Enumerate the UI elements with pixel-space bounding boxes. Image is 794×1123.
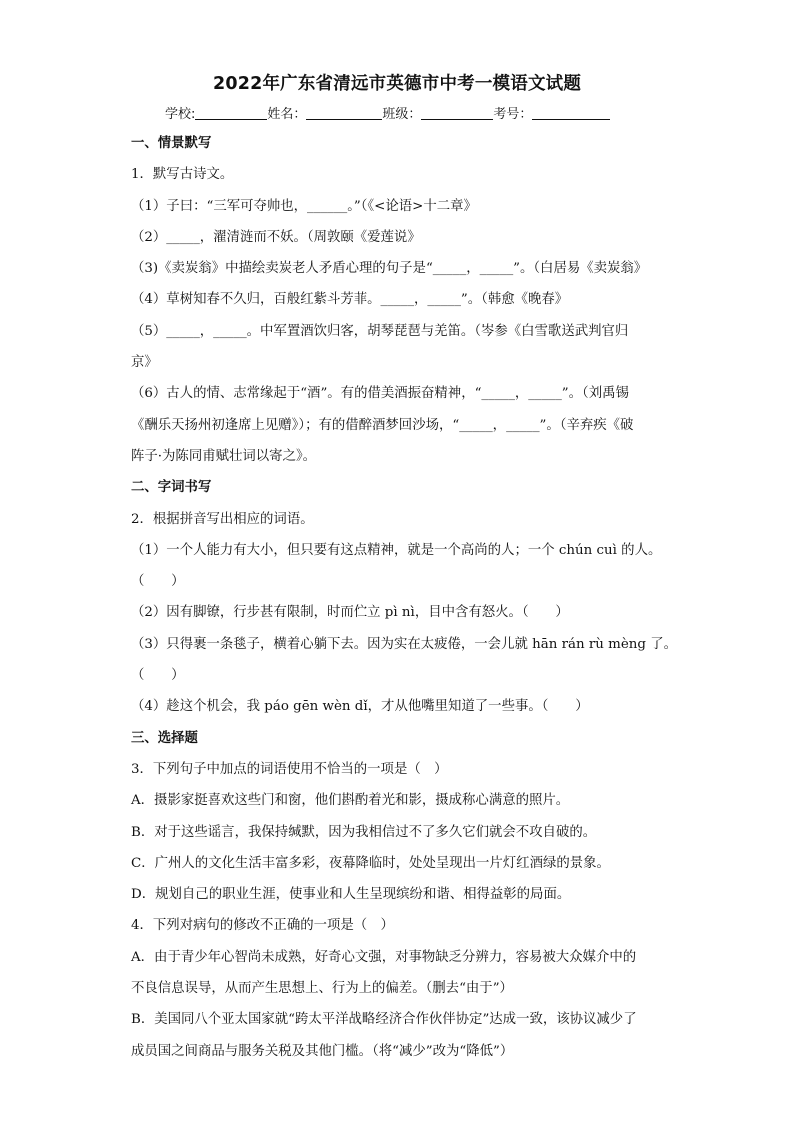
question-2-2: （2）因有脚镣，行步甚有限制，时而伫立 pì nì，目中含有怒火。（ ） bbox=[131, 605, 569, 621]
option-a-cont: 不良信息误导，从而产生思想上、行为上的偏差。（删去“由于”） bbox=[131, 981, 513, 997]
question-1-4: （4）草树知春不久归，百般红紫斗芳菲。_____，_____”。（韩愈《晚春》 bbox=[131, 292, 569, 308]
school-label: 学校: bbox=[165, 107, 196, 122]
name-label: 姓名： bbox=[267, 107, 307, 122]
exam-no-label: 考号： bbox=[493, 107, 533, 122]
answer-bracket: （ ） bbox=[131, 574, 185, 590]
option-b: B．对于这些谣言，我保持缄默，因为我相信过不了多久它们就会不攻自破的。 bbox=[131, 824, 597, 840]
school-blank bbox=[195, 106, 267, 120]
option-b: B．美国同八个亚太国家就“跨太平洋战略经济合作伙伴协定”达成一致，该协议减少了 bbox=[131, 1012, 637, 1028]
question-1: 1．默写古诗文。 bbox=[131, 167, 234, 183]
question-2-4: （4）趁这个机会，我 páo gēn wèn dǐ，才从他嘴里知道了一些事。（ ） bbox=[131, 699, 589, 715]
question-1-5-cont: 京》 bbox=[131, 355, 158, 371]
question-1-3: （3)《卖炭翁》中描绘卖炭老人矛盾心理的句子是“_____，_____”。（白居易《卖炭翁》 bbox=[131, 261, 648, 277]
question-1-5: （5）_____，_____。中军置酒饮归客，胡琴琵琶与羌笛。（岑参《白雪歌送武判官归 bbox=[131, 323, 629, 339]
section-heading: 二、字词书写 bbox=[131, 480, 212, 496]
answer-bracket: （ ） bbox=[131, 668, 185, 684]
student-info-row bbox=[165, 103, 610, 122]
question-2-3: （3）只得裹一条毯子，横着心躺下去。因为实在太疲倦，一会儿就 hān rán rù mèng 了。 bbox=[131, 636, 677, 652]
question-1-2: （2）_____，濯清涟而不妖。（周敦颐《爱莲说》 bbox=[131, 229, 421, 245]
exam-body bbox=[131, 128, 677, 1067]
option-c: C．广州人的文化生活丰富多彩，夜幕降临时，处处呈现出一片灯红酒绿的景象。 bbox=[131, 855, 610, 871]
question-2-1: （1）一个人能力有大小，但只要有这点精神，就是一个高尚的人；一个 chún cuì 的人。 bbox=[131, 542, 662, 558]
class-label: 班级： bbox=[382, 107, 422, 122]
option-b-cont: 成员国之间商品与服务关税及其他门槛。（将“减少”改为“降低”） bbox=[131, 1043, 514, 1059]
class-blank bbox=[421, 106, 493, 120]
question-4: 4．下列对病句的修改不正确的一项是（ ） bbox=[131, 918, 394, 934]
question-1-1: （1）子曰：“三军可夺帅也，______。”（《<论语>十二章》 bbox=[131, 198, 477, 214]
question-1-6-cont: 阵子·为陈同甫赋壮词以寄之》。 bbox=[131, 448, 317, 464]
option-a: A．由于青少年心智尚未成熟，好奇心文强，对事物缺乏分辨力，容易被大众媒介中的 bbox=[131, 949, 637, 965]
option-d: D．规划自己的职业生涯，使事业和人生呈现缤纷和谐、相得益彰的局面。 bbox=[131, 887, 571, 903]
question-3: 3．下列句子中加点的词语使用不恰当的一项是（ ） bbox=[131, 761, 448, 777]
exam-no-blank bbox=[532, 106, 610, 120]
question-2: 2．根据拼音写出相应的词语。 bbox=[131, 511, 314, 527]
name-blank bbox=[306, 106, 382, 120]
section-heading: 一、情景默写 bbox=[131, 136, 212, 151]
question-1-6: （6）古人的情、志常缘起于“酒”。有的借美酒振奋精神，“_____，_____”。（刘禹锡 bbox=[131, 386, 629, 402]
page-title: 2022年广东省清远市英德市中考一模语文试题 bbox=[212, 74, 582, 94]
option-a: A．摄影家挺喜欢这些门和窗，他们斟酌着光和影，摄成称心满意的照片。 bbox=[131, 793, 570, 809]
section-heading: 三、选择题 bbox=[131, 730, 198, 746]
question-1-6-cont: 《酬乐天扬州初逢席上见赠》）；有的借醉酒梦回沙场，“_____，_____”。（辛弃疾《破 bbox=[131, 417, 634, 433]
